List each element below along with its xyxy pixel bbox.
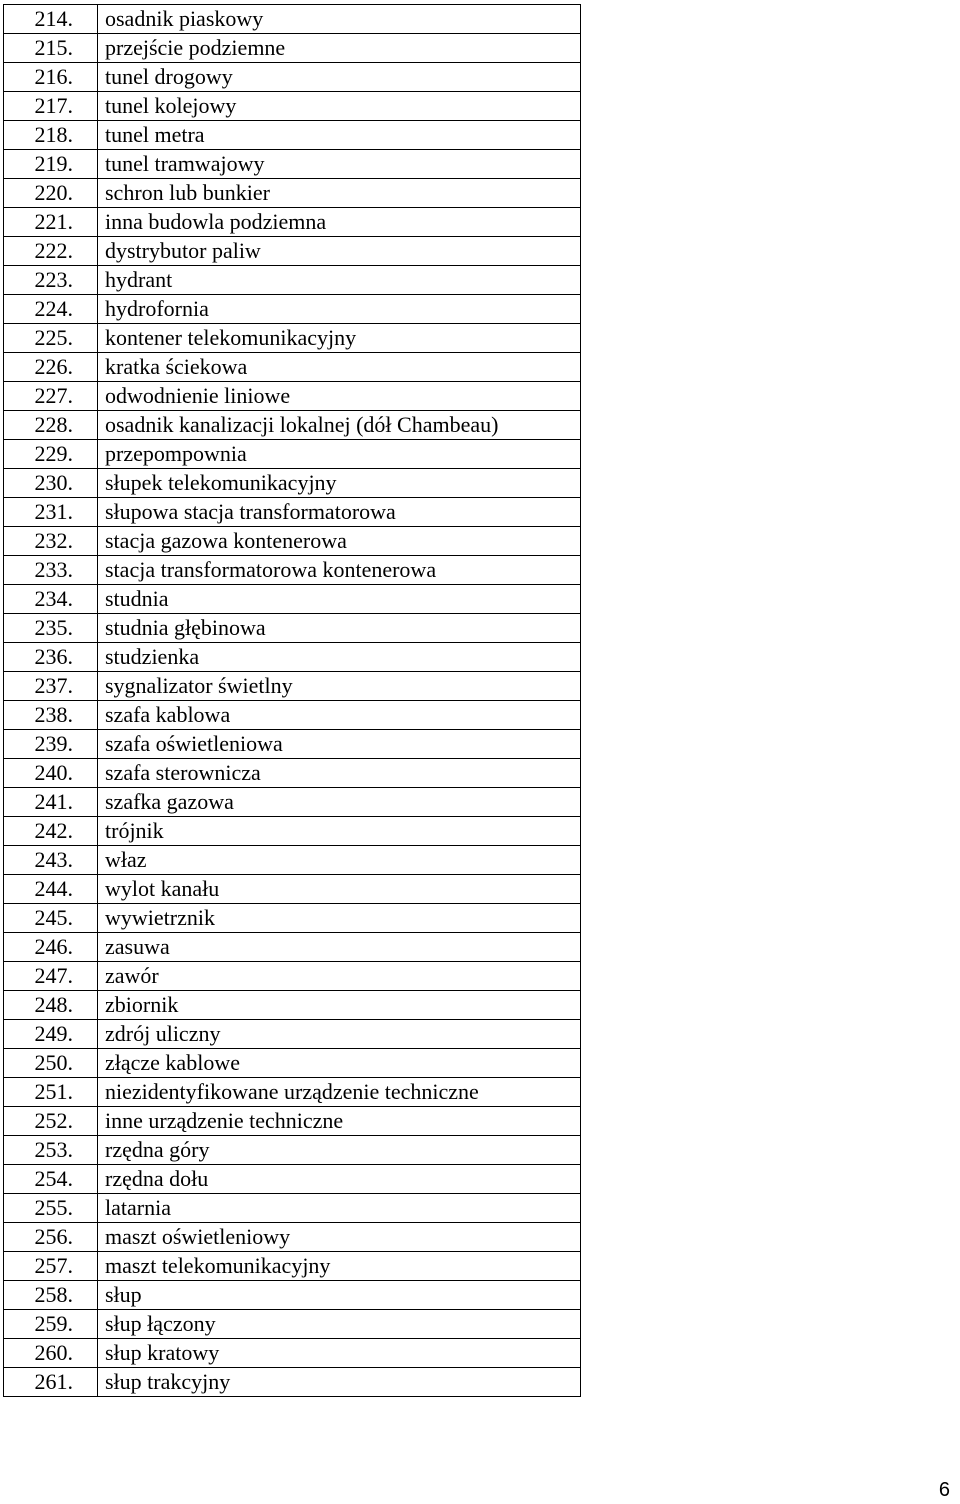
table-row [4, 353, 581, 382]
row-number-cell: 216. [4, 63, 98, 92]
row-name-cell: wywietrznik [98, 904, 581, 933]
row-name-cell: właz [98, 846, 581, 875]
row-name-cell: hydrofornia [98, 295, 581, 324]
table-row [4, 904, 581, 933]
row-number-cell: 247. [4, 962, 98, 991]
row-number-cell: 232. [4, 527, 98, 556]
table-row [4, 1281, 581, 1310]
row-name-cell: rzędna góry [98, 1136, 581, 1165]
row-name-cell: sygnalizator świetlny [98, 672, 581, 701]
row-number-cell: 235. [4, 614, 98, 643]
table-row [4, 730, 581, 759]
table-row [4, 614, 581, 643]
table-row [4, 92, 581, 121]
row-number-cell: 225. [4, 324, 98, 353]
row-number-cell: 258. [4, 1281, 98, 1310]
row-name-cell: wylot kanału [98, 875, 581, 904]
row-name-cell: przepompownia [98, 440, 581, 469]
table-row [4, 1107, 581, 1136]
row-number-cell: 257. [4, 1252, 98, 1281]
row-number-cell: 219. [4, 150, 98, 179]
row-number-cell: 261. [4, 1368, 98, 1397]
row-number-cell: 255. [4, 1194, 98, 1223]
row-name-cell: schron lub bunkier [98, 179, 581, 208]
table-row [4, 556, 581, 585]
row-number-cell: 250. [4, 1049, 98, 1078]
table-row [4, 440, 581, 469]
row-name-cell: hydrant [98, 266, 581, 295]
table-row [4, 266, 581, 295]
row-number-cell: 217. [4, 92, 98, 121]
row-name-cell: rzędna dołu [98, 1165, 581, 1194]
row-name-cell: maszt oświetleniowy [98, 1223, 581, 1252]
row-name-cell: słup [98, 1281, 581, 1310]
row-number-cell: 227. [4, 382, 98, 411]
table-row [4, 1136, 581, 1165]
row-name-cell: zawór [98, 962, 581, 991]
object-list-body [4, 5, 581, 1397]
table-row [4, 295, 581, 324]
row-name-cell: niezidentyfikowane urządzenie techniczne [98, 1078, 581, 1107]
row-number-cell: 253. [4, 1136, 98, 1165]
row-number-cell: 241. [4, 788, 98, 817]
table-row [4, 527, 581, 556]
table-row [4, 1223, 581, 1252]
row-name-cell: słupowa stacja transformatorowa [98, 498, 581, 527]
row-number-cell: 220. [4, 179, 98, 208]
table-row [4, 63, 581, 92]
row-name-cell: studnia [98, 585, 581, 614]
row-number-cell: 237. [4, 672, 98, 701]
row-number-cell: 260. [4, 1339, 98, 1368]
row-number-cell: 249. [4, 1020, 98, 1049]
table-row [4, 788, 581, 817]
row-name-cell: słup trakcyjny [98, 1368, 581, 1397]
table-row [4, 1194, 581, 1223]
table-row [4, 933, 581, 962]
row-name-cell: tunel drogowy [98, 63, 581, 92]
row-number-cell: 252. [4, 1107, 98, 1136]
row-name-cell: szafka gazowa [98, 788, 581, 817]
row-name-cell: stacja gazowa kontenerowa [98, 527, 581, 556]
row-number-cell: 259. [4, 1310, 98, 1339]
table-row [4, 1368, 581, 1397]
page-number: 6 [938, 1479, 950, 1501]
table-row [4, 208, 581, 237]
table-row [4, 382, 581, 411]
row-number-cell: 226. [4, 353, 98, 382]
row-number-cell: 223. [4, 266, 98, 295]
row-name-cell: kontener telekomunikacyjny [98, 324, 581, 353]
row-name-cell: słup kratowy [98, 1339, 581, 1368]
row-name-cell: dystrybutor paliw [98, 237, 581, 266]
row-number-cell: 254. [4, 1165, 98, 1194]
table-row [4, 643, 581, 672]
table-row [4, 411, 581, 440]
table-row [4, 1339, 581, 1368]
table-row [4, 237, 581, 266]
row-name-cell: tunel kolejowy [98, 92, 581, 121]
row-number-cell: 245. [4, 904, 98, 933]
row-name-cell: zasuwa [98, 933, 581, 962]
table-row [4, 121, 581, 150]
row-number-cell: 218. [4, 121, 98, 150]
row-number-cell: 221. [4, 208, 98, 237]
table-row [4, 324, 581, 353]
row-number-cell: 248. [4, 991, 98, 1020]
row-name-cell: odwodnienie liniowe [98, 382, 581, 411]
row-name-cell: stacja transformatorowa kontenerowa [98, 556, 581, 585]
table-row [4, 150, 581, 179]
row-name-cell: tunel tramwajowy [98, 150, 581, 179]
table-row [4, 1165, 581, 1194]
table-row [4, 1049, 581, 1078]
row-number-cell: 230. [4, 469, 98, 498]
row-name-cell: maszt telekomunikacyjny [98, 1252, 581, 1281]
row-name-cell: przejście podziemne [98, 34, 581, 63]
row-number-cell: 228. [4, 411, 98, 440]
table-row [4, 875, 581, 904]
row-number-cell: 215. [4, 34, 98, 63]
row-name-cell: studnia głębinowa [98, 614, 581, 643]
row-number-cell: 233. [4, 556, 98, 585]
row-name-cell: inne urządzenie techniczne [98, 1107, 581, 1136]
table-row [4, 991, 581, 1020]
table-row [4, 469, 581, 498]
row-number-cell: 240. [4, 759, 98, 788]
table-row [4, 34, 581, 63]
table-row [4, 672, 581, 701]
row-name-cell: kratka ściekowa [98, 353, 581, 382]
row-number-cell: 244. [4, 875, 98, 904]
row-number-cell: 222. [4, 237, 98, 266]
table-row [4, 179, 581, 208]
row-name-cell: słupek telekomunikacyjny [98, 469, 581, 498]
row-number-cell: 243. [4, 846, 98, 875]
row-name-cell: słup łączony [98, 1310, 581, 1339]
row-name-cell: osadnik kanalizacji lokalnej (dół Chambeau) [98, 411, 581, 440]
row-name-cell: tunel metra [98, 121, 581, 150]
row-number-cell: 231. [4, 498, 98, 527]
object-list-table [3, 4, 581, 1397]
row-name-cell: studzienka [98, 643, 581, 672]
row-number-cell: 251. [4, 1078, 98, 1107]
table-row [4, 701, 581, 730]
row-number-cell: 238. [4, 701, 98, 730]
row-number-cell: 242. [4, 817, 98, 846]
table-row [4, 817, 581, 846]
row-name-cell: szafa kablowa [98, 701, 581, 730]
row-name-cell: szafa oświetleniowa [98, 730, 581, 759]
row-number-cell: 224. [4, 295, 98, 324]
row-name-cell: zdrój uliczny [98, 1020, 581, 1049]
row-number-cell: 234. [4, 585, 98, 614]
row-name-cell: złącze kablowe [98, 1049, 581, 1078]
table-row [4, 498, 581, 527]
table-row [4, 846, 581, 875]
table-row [4, 1310, 581, 1339]
table-row [4, 1078, 581, 1107]
row-number-cell: 256. [4, 1223, 98, 1252]
row-name-cell: inna budowla podziemna [98, 208, 581, 237]
table-row [4, 5, 581, 34]
row-number-cell: 236. [4, 643, 98, 672]
row-name-cell: zbiornik [98, 991, 581, 1020]
row-number-cell: 229. [4, 440, 98, 469]
row-name-cell: szafa sterownicza [98, 759, 581, 788]
table-row [4, 759, 581, 788]
row-name-cell: trójnik [98, 817, 581, 846]
table-row [4, 962, 581, 991]
row-number-cell: 246. [4, 933, 98, 962]
row-name-cell: osadnik piaskowy [98, 5, 581, 34]
table-row [4, 585, 581, 614]
row-name-cell: latarnia [98, 1194, 581, 1223]
row-number-cell: 239. [4, 730, 98, 759]
row-number-cell: 214. [4, 5, 98, 34]
table-row [4, 1252, 581, 1281]
table-row [4, 1020, 581, 1049]
